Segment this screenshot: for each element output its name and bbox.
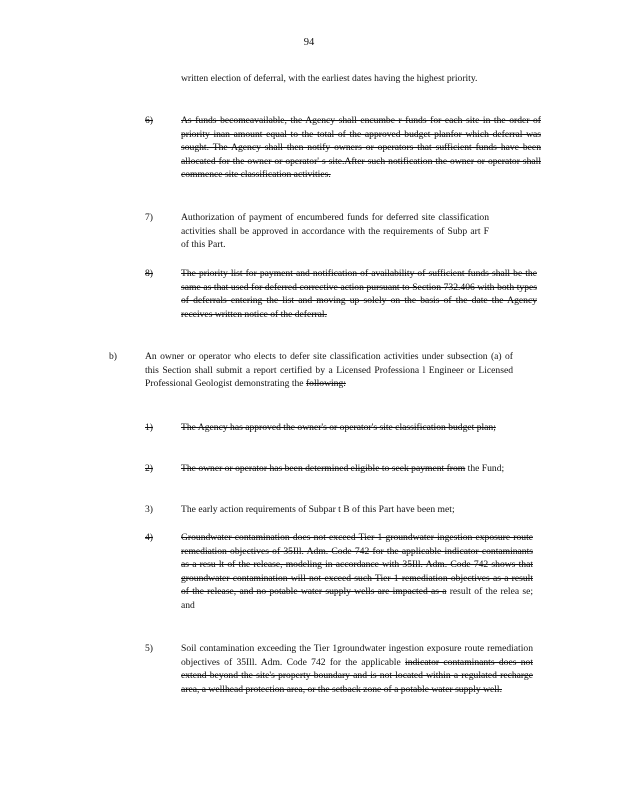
item-b5-kept-text: Soil contamination exceeding the Tier 1groundwater ingestion exposure route remediation objectives of 35Ill. Adm. Code 742 for the applicable [181, 643, 533, 668]
item-b2-label: 2) [145, 463, 153, 474]
item-b5-deleted-text: indicator contaminants does not extend beyond the site's property boundary and is not located within a regulated recharge area, a wellhead protection area, or the setback zone of a potable water supply well. [181, 656, 533, 695]
item-b4-label: 4) [145, 532, 153, 543]
item-6-text: As funds becomeavailable, the Agency shall encumbe r funds for each site in the order of priority inan amount equal to the total of the approved budget planfor which deferral was sought. The Agency shall then notify owners or operators that sufficient funds have been allocated for the owner or operator' s site.After such notification the owner or operator shall commence site classification activities. [181, 115, 541, 180]
item-b3-text: The early action requirements of Subpar t B of this Part have been met; [181, 504, 455, 515]
subsection-b-body: An owner or operator who elects to defer site classification activities under subsection (a) of this Section shall submit a report certified by a Licensed Professiona l Engineer or Licensed Professional Geologist demonstrating the [145, 351, 513, 389]
item-8-label: 8) [145, 268, 153, 279]
continuation-paragraph: written election of deferral, with the earliest dates having the highest priority. [181, 73, 478, 84]
item-b2-kept-text: the Fund; [467, 463, 505, 474]
subsection-b-label: b) [109, 351, 117, 362]
subsection-b-text [145, 350, 513, 391]
item-b1-text: The Agency has approved the owner's or operator's site classification budget plan; [181, 422, 496, 433]
subsection-b-deleted-tail: following: [305, 378, 346, 389]
item-7-text: Authorization of payment of encumbered funds for deferred site classification activities shall be approved in accordance with the requirements of Subp art F of this Part. [181, 212, 489, 250]
item-b5-label: 5) [145, 643, 153, 654]
item-8-text: The priority list for payment and notification of availability of sufficient funds shall be the same as that used for deferred corrective action pursuant to Section 732.406 with both types of deferrals entering the list and moving up solely on the basis of the date the Agency receives written notice of the deferral. [181, 268, 537, 320]
item-b1-label: 1) [145, 422, 153, 433]
item-b2-deleted-text: The owner or operator has been determined eligible to seek payment from [181, 463, 466, 474]
item-6-label: 6) [145, 115, 153, 126]
item-b4-kept-text: result of the relea se; and [181, 586, 533, 611]
item-b5-text [181, 642, 533, 696]
item-b2-text [181, 462, 539, 476]
page-number: 94 [303, 37, 315, 48]
item-b3-label: 3) [145, 504, 153, 515]
item-7-label: 7) [145, 212, 153, 223]
item-b4-text [181, 531, 533, 612]
item-b4-deleted-text: Groundwater contamination does not exceed Tier 1 groundwater ingestion exposure route remediation objectives of 35Ill. Adm. Code 742 for the applicable indicator contaminants as a resu lt of the release, modeling in accordance with 35Ill. Adm. Code 742 shows that groundwater contamination will not exceed such Tier 1 remediation objectives as a result of the release, and no potable water supply wells are impacted as a [181, 532, 533, 597]
